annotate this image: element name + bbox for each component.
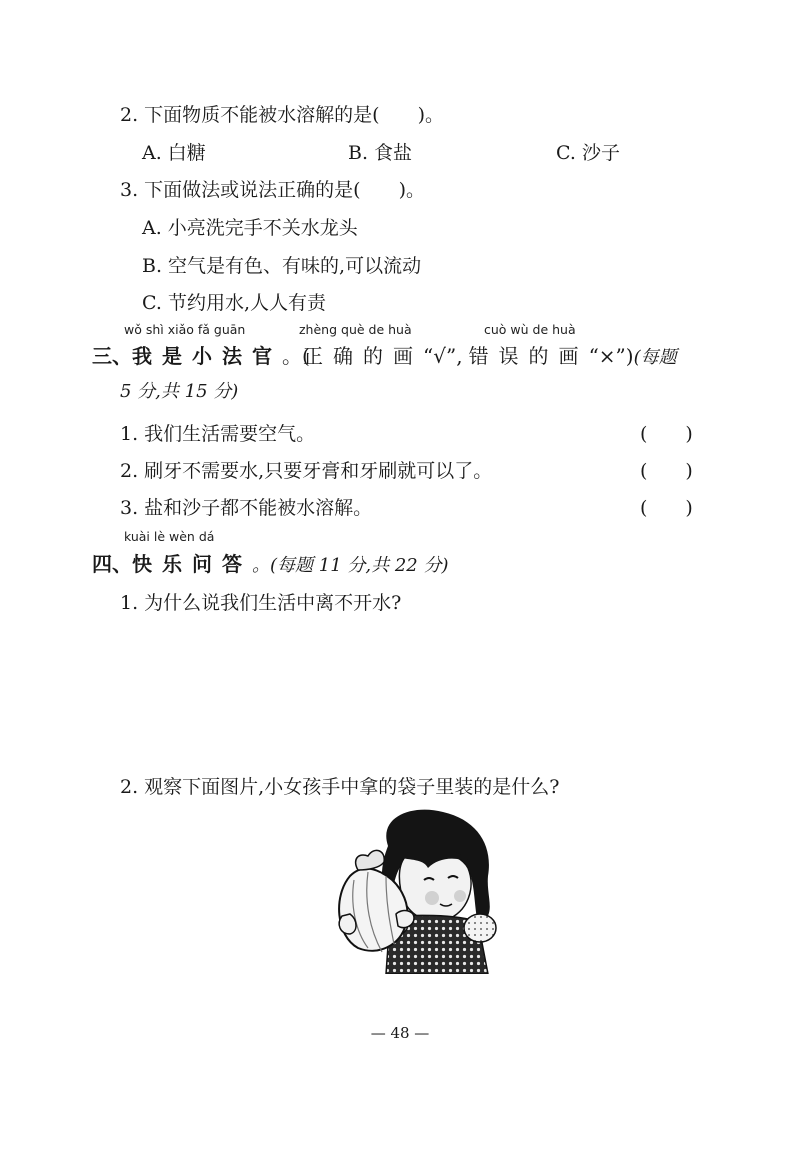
instruction-wrong: 错误的画 [468,344,589,368]
judge-item-1-answer-bracket[interactable]: ( ) [640,423,693,445]
q3-option-b: B. 空气是有色、有味的,可以流动 [142,255,422,277]
answer-space-1[interactable] [120,622,700,762]
page-number: — 48 — [370,1024,430,1042]
section-3-heading [92,340,310,369]
q2-option-b: B. 食盐 [348,142,413,164]
instruction-cross-mark: “×”) [588,344,634,368]
section-4-score-note: 。(每题 11 分,共 22 分) [252,555,449,576]
section-4-heading [92,548,448,577]
section-4-number: 四、 [92,552,132,576]
instruction-check-mark: “√”, [423,344,463,368]
q3-option-a: A. 小亮洗完手不关水龙头 [142,217,358,239]
girl-holding-bag-illustration [328,806,510,974]
essay-question-2: 2. 观察下面图片,小女孩手中拿的袋子里装的是什么? [120,776,560,798]
section-3-instruction [303,340,677,369]
judge-item-3: 3. 盐和沙子都不能被水溶解。 [120,497,373,519]
section-4-title: 快乐问答 [132,552,252,576]
q2-option-c: C. 沙子 [556,142,620,164]
q2-option-a: A. 白糖 [142,142,206,164]
judge-item-2: 2. 刷牙不需要水,只要牙膏和牙刷就可以了。 [120,460,493,482]
judge-item-1: 1. 我们生活需要空气。 [120,423,316,445]
judge-item-3-answer-bracket[interactable]: ( ) [640,497,693,519]
section-3-number: 三、 [92,344,132,368]
section-3-title: 我是小法官 [132,344,282,368]
pinyin-cuo-wu-de-hua: cuò wù de huà [484,322,576,337]
pinyin-wo-shi-xiao-fa-guan: wǒ shì xiǎo fǎ guān [124,322,246,337]
q3-option-c: C. 节约用水,人人有责 [142,292,326,314]
instruction-correct: 正确的画 [303,344,423,368]
pinyin-zheng-que-de-hua: zhèng què de huà [299,322,412,337]
question-2-stem: 2. 下面物质不能被水溶解的是( )。 [120,104,444,126]
section-3-score-note: (每题 [633,347,677,368]
section-3-instruction-open: 。( [282,344,310,368]
section-3-score-note-continued: 5 分,共 15 分) [120,381,239,402]
judge-item-2-answer-bracket[interactable]: ( ) [640,460,693,482]
essay-question-1: 1. 为什么说我们生活中离不开水? [120,592,402,614]
question-3-stem: 3. 下面做法或说法正确的是( )。 [120,179,425,201]
pinyin-kuai-le-wen-da: kuài lè wèn dá [124,529,215,544]
